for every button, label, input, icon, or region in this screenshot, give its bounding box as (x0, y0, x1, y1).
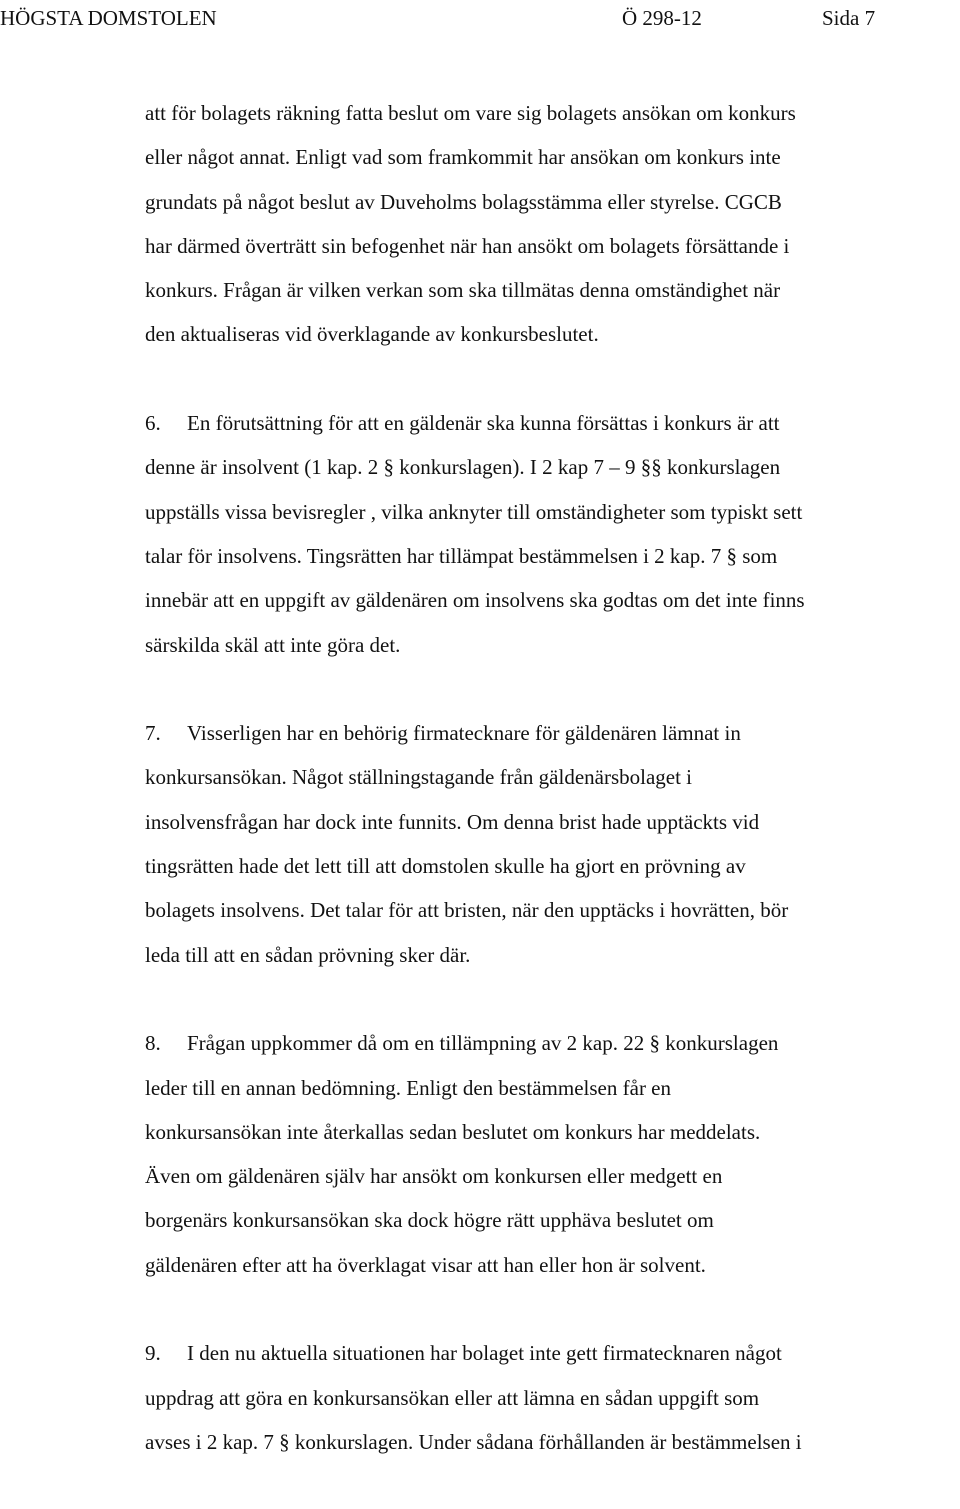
paragraph-number: 6. (145, 411, 161, 436)
text-line: konkurs. Frågan är vilken verkan som ska tillmätas denna omständighet när (145, 278, 781, 303)
text-line: konkursansökan inte återkallas sedan beslutet om konkurs har meddelats. (145, 1119, 761, 1144)
text-line: borgenärs konkursansökan ska dock högre rätt upphäva beslutet om (145, 1208, 714, 1233)
text-line: att för bolagets räkning fatta beslut om vare sig bolagets ansökan om konkurs (145, 101, 796, 125)
text-line: denne är insolvent (1 kap. 2 § konkurslagen). I 2 kap 7 – 9 §§ konkurslagen (145, 455, 781, 480)
text-line: bolagets insolvens. Det talar för att bristen, när den upptäcks i hovrätten, bör (145, 898, 789, 923)
text-line: 6. En förutsättning för att en gäldenär ska kunna försättas i konkurs är att (145, 401, 960, 445)
text-line: Även om gäldenären själv har ansökt om konkursen eller medgett en (145, 1164, 723, 1189)
paragraph-9 (145, 1331, 960, 1464)
text-line: 9. I den nu aktuella situationen har bolaget inte gett firmatecknaren något (145, 1331, 960, 1375)
text-line: talar för insolvens. Tingsrätten har tillämpat bestämmelsen i 2 kap. 7 § som (145, 543, 778, 568)
document-body (145, 91, 960, 1509)
paragraph-continuation (145, 91, 960, 357)
text-line: 7. Visserligen har en behörig firmatecknare för gäldenären lämnat in (145, 711, 960, 755)
text-line: 8. Frågan uppkommer då om en tillämpning av 2 kap. 22 § konkurslagen (145, 1021, 960, 1065)
text-line: leder till en annan bedömning. Enligt den bestämmelsen får en (145, 1075, 672, 1100)
text-line: gäldenären efter att ha överklagat visar att han eller hon är solvent. (145, 1252, 706, 1277)
text-line: uppställs vissa bevisregler , vilka anknyter till omständigheter som typiskt sett (145, 499, 803, 524)
text-line: tingsrätten hade det lett till att domstolen skulle ha gjort en prövning av (145, 854, 746, 879)
text-line: eller något annat. Enligt vad som framkommit har ansökan om konkurs inte (145, 145, 781, 170)
text-line: uppdrag att göra en konkursansökan eller att lämna en sådan uppgift som (145, 1385, 760, 1410)
paragraph-6 (145, 401, 960, 667)
text-line: avses i 2 kap. 7 § konkurslagen. Under sådana förhållanden är bestämmelsen i (145, 1429, 802, 1454)
paragraph-number: 8. (145, 1031, 161, 1056)
paragraph-number: 7. (145, 721, 161, 746)
text-line: särskilda skäl att inte göra det. (145, 632, 401, 657)
text-line: leda till att en sådan prövning sker där. (145, 942, 471, 967)
text-line: insolvensfrågan har dock inte funnits. Om denna brist hade upptäckts vid (145, 809, 760, 834)
paragraph-8 (145, 1021, 960, 1287)
text-line: innebär att en uppgift av gäldenären om insolvens ska godtas om det inte finns (145, 588, 805, 613)
court-name: HÖGSTA DOMSTOLEN (0, 6, 217, 30)
text-line: konkursansökan. Något ställningstagande från gäldenärsbolaget i (145, 765, 693, 790)
text-line: grundats på något beslut av Duveholms bolagsstämma eller styrelse. CGCB (145, 189, 782, 214)
page-number: Sida 7 (822, 6, 876, 30)
case-number: Ö 298-12 (622, 6, 702, 30)
page-header (0, 3, 960, 33)
paragraph-number: 9. (145, 1341, 161, 1366)
text-line: den aktualiseras vid överklagande av konkursbeslutet. (145, 322, 599, 347)
text-line: har därmed överträtt sin befogenhet när han ansökt om bolagets försättande i (145, 233, 790, 258)
paragraph-7 (145, 711, 960, 977)
